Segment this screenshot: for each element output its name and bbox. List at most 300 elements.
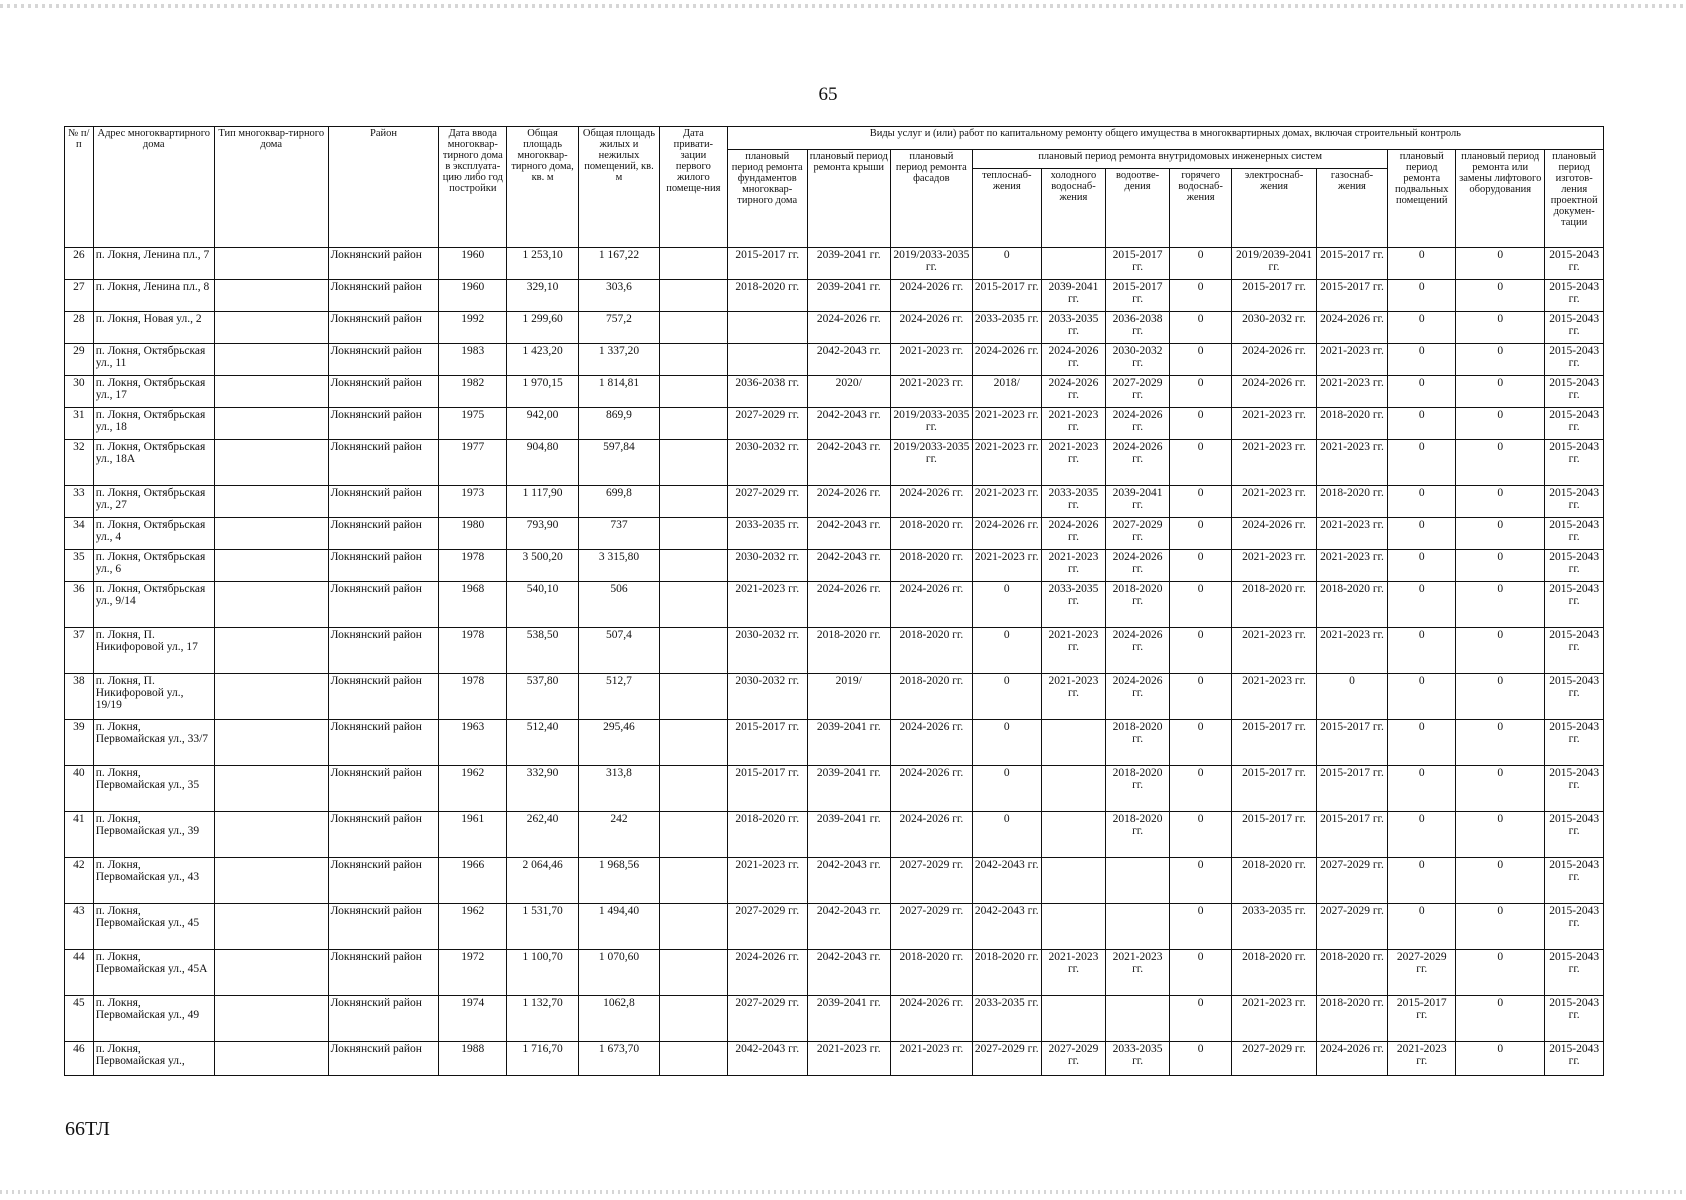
cell-project-period: 2015-2043 гг. (1545, 904, 1604, 950)
cell-heat-period: 0 (972, 812, 1041, 858)
cell-row-number: 43 (65, 904, 94, 950)
cell-living-area: 737 (578, 518, 659, 550)
table-row (65, 582, 1604, 628)
cell-cold-water-period: 2027-2029 гг. (1041, 1042, 1106, 1076)
cell-address: п. Локня, Первомайская ул., (93, 1042, 214, 1076)
cell-heat-period: 2042-2043 гг. (972, 904, 1041, 950)
cell-privatization-date (660, 950, 728, 996)
cell-roof-period: 2024-2026 гг. (807, 582, 890, 628)
cell-drainage-period: 2024-2026 гг. (1106, 408, 1170, 440)
cell-year-built: 1960 (439, 280, 507, 312)
cell-living-area: 1 968,56 (578, 858, 659, 904)
cell-lift-period: 0 (1456, 518, 1545, 550)
cell-heat-period: 0 (972, 628, 1041, 674)
cell-address: п. Локня, П. Никифоровой ул., 17 (93, 628, 214, 674)
cell-building-type (214, 582, 328, 628)
cell-facade-period: 2021-2023 гг. (890, 1042, 972, 1076)
cell-hot-water-period: 0 (1169, 486, 1232, 518)
cell-building-type (214, 486, 328, 518)
cell-electric-period: 2021-2023 гг. (1232, 486, 1316, 518)
cell-address: п. Локня, Ленина пл., 7 (93, 248, 214, 280)
cell-row-number: 28 (65, 312, 94, 344)
cell-privatization-date (660, 996, 728, 1042)
cell-hot-water-period: 0 (1169, 950, 1232, 996)
cell-cold-water-period: 2033-2035 гг. (1041, 312, 1106, 344)
cell-year-built: 1975 (439, 408, 507, 440)
cell-district: Локнянский район (328, 812, 439, 858)
cell-district: Локнянский район (328, 628, 439, 674)
cell-address: п. Локня, Первомайская ул., 49 (93, 996, 214, 1042)
cell-drainage-period: 2021-2023 гг. (1106, 950, 1170, 996)
cell-heat-period: 2018-2020 гг. (972, 950, 1041, 996)
cell-total-area: 262,40 (507, 812, 579, 858)
header-total-area: Общая площадь многоквар-тирного дома, кв. м (507, 127, 579, 248)
cell-electric-period: 2030-2032 гг. (1232, 312, 1316, 344)
cell-district: Локнянский район (328, 858, 439, 904)
cell-foundation-period (727, 344, 807, 376)
table-row (65, 486, 1604, 518)
cell-roof-period: 2024-2026 гг. (807, 312, 890, 344)
cell-row-number: 31 (65, 408, 94, 440)
cell-facade-period: 2024-2026 гг. (890, 996, 972, 1042)
cell-hot-water-period: 0 (1169, 674, 1232, 720)
table-row (65, 950, 1604, 996)
cell-heat-period: 0 (972, 720, 1041, 766)
cell-living-area: 1 814,81 (578, 376, 659, 408)
cell-privatization-date (660, 376, 728, 408)
cell-address: п. Локня, Первомайская ул., 39 (93, 812, 214, 858)
header-facade: плановый период ремонта фасадов (890, 150, 972, 248)
table-row (65, 344, 1604, 376)
header-services: Виды услуг и (или) работ по капитальному ремонту общего имущества в многоквартирных домах, включая строительный контроль (727, 127, 1603, 150)
cell-district: Локнянский район (328, 950, 439, 996)
cell-district: Локнянский район (328, 248, 439, 280)
cell-lift-period: 0 (1456, 674, 1545, 720)
cell-year-built: 1978 (439, 550, 507, 582)
cell-gas-period: 2024-2026 гг. (1316, 312, 1388, 344)
cell-electric-period: 2024-2026 гг. (1232, 344, 1316, 376)
header-drainage: водоотве-дения (1106, 169, 1170, 248)
cell-project-period: 2015-2043 гг. (1545, 486, 1604, 518)
cell-gas-period: 2024-2026 гг. (1316, 1042, 1388, 1076)
cell-drainage-period: 2024-2026 гг. (1106, 440, 1170, 486)
cell-privatization-date (660, 858, 728, 904)
cell-living-area: 506 (578, 582, 659, 628)
cell-building-type (214, 996, 328, 1042)
cell-living-area: 303,6 (578, 280, 659, 312)
cell-project-period: 2015-2043 гг. (1545, 674, 1604, 720)
cell-project-period: 2015-2043 гг. (1545, 248, 1604, 280)
cell-facade-period: 2024-2026 гг. (890, 486, 972, 518)
cell-basement-period: 0 (1388, 904, 1456, 950)
cell-cold-water-period: 2024-2026 гг. (1041, 344, 1106, 376)
cell-roof-period: 2039-2041 гг. (807, 766, 890, 812)
cell-total-area: 538,50 (507, 628, 579, 674)
cell-facade-period: 2018-2020 гг. (890, 550, 972, 582)
cell-facade-period: 2021-2023 гг. (890, 344, 972, 376)
cell-building-type (214, 280, 328, 312)
cell-cold-water-period: 2033-2035 гг. (1041, 486, 1106, 518)
header-year: Дата ввода многоквар-тирного дома в эксплуата-цию либо год постройки (439, 127, 507, 248)
cell-project-period: 2015-2043 гг. (1545, 408, 1604, 440)
cell-living-area: 1 673,70 (578, 1042, 659, 1076)
cell-heat-period: 0 (972, 248, 1041, 280)
cell-building-type (214, 518, 328, 550)
cell-privatization-date (660, 440, 728, 486)
cell-roof-period: 2039-2041 гг. (807, 996, 890, 1042)
cell-hot-water-period: 0 (1169, 280, 1232, 312)
cell-district: Локнянский район (328, 996, 439, 1042)
cell-address: п. Локня, Первомайская ул., 45А (93, 950, 214, 996)
cell-building-type (214, 628, 328, 674)
cell-gas-period: 2018-2020 гг. (1316, 996, 1388, 1042)
cell-district: Локнянский район (328, 904, 439, 950)
cell-hot-water-period: 0 (1169, 858, 1232, 904)
cell-total-area: 2 064,46 (507, 858, 579, 904)
cell-basement-period: 0 (1388, 582, 1456, 628)
cell-hot-water-period: 0 (1169, 550, 1232, 582)
cell-facade-period: 2019/2033-2035 гг. (890, 408, 972, 440)
cell-gas-period: 2015-2017 гг. (1316, 720, 1388, 766)
cell-privatization-date (660, 518, 728, 550)
cell-facade-period: 2018-2020 гг. (890, 950, 972, 996)
cell-total-area: 942,00 (507, 408, 579, 440)
cell-hot-water-period: 0 (1169, 518, 1232, 550)
cell-privatization-date (660, 904, 728, 950)
cell-total-area: 904,80 (507, 440, 579, 486)
cell-privatization-date (660, 812, 728, 858)
table-body (65, 248, 1604, 1076)
cell-roof-period: 2020/ (807, 376, 890, 408)
cell-drainage-period: 2033-2035 гг. (1106, 1042, 1170, 1076)
cell-drainage-period: 2024-2026 гг. (1106, 674, 1170, 720)
cell-drainage-period: 2018-2020 гг. (1106, 582, 1170, 628)
cell-drainage-period (1106, 904, 1170, 950)
cell-basement-period: 0 (1388, 486, 1456, 518)
cell-living-area: 512,7 (578, 674, 659, 720)
header-basement: плановый период ремонта подвальных помещений (1388, 150, 1456, 248)
cell-drainage-period: 2015-2017 гг. (1106, 248, 1170, 280)
cell-lift-period: 0 (1456, 766, 1545, 812)
cell-total-area: 540,10 (507, 582, 579, 628)
cell-row-number: 30 (65, 376, 94, 408)
cell-cold-water-period (1041, 812, 1106, 858)
header-num: № п/п (65, 127, 94, 248)
cell-foundation-period: 2036-2038 гг. (727, 376, 807, 408)
footer-note: 66ТЛ (65, 1118, 110, 1140)
cell-living-area: 597,84 (578, 440, 659, 486)
cell-foundation-period: 2027-2029 гг. (727, 408, 807, 440)
cell-lift-period: 0 (1456, 582, 1545, 628)
cell-cold-water-period: 2021-2023 гг. (1041, 628, 1106, 674)
cell-facade-period: 2024-2026 гг. (890, 312, 972, 344)
cell-year-built: 1962 (439, 766, 507, 812)
cell-address: п. Локня, Октябрьская ул., 9/14 (93, 582, 214, 628)
cell-gas-period: 0 (1316, 674, 1388, 720)
cell-address: п. Локня, Октябрьская ул., 11 (93, 344, 214, 376)
header-type: Тип многоквар-тирного дома (214, 127, 328, 248)
cell-lift-period: 0 (1456, 950, 1545, 996)
cell-basement-period: 0 (1388, 518, 1456, 550)
cell-cold-water-period: 2033-2035 гг. (1041, 582, 1106, 628)
cell-drainage-period: 2015-2017 гг. (1106, 280, 1170, 312)
cell-address: п. Локня, Первомайская ул., 43 (93, 858, 214, 904)
cell-electric-period: 2021-2023 гг. (1232, 440, 1316, 486)
cell-heat-period: 2024-2026 гг. (972, 518, 1041, 550)
cell-year-built: 1966 (439, 858, 507, 904)
cell-project-period: 2015-2043 гг. (1545, 440, 1604, 486)
cell-roof-period: 2042-2043 гг. (807, 344, 890, 376)
cell-electric-period: 2024-2026 гг. (1232, 376, 1316, 408)
cell-roof-period: 2039-2041 гг. (807, 280, 890, 312)
cell-facade-period: 2024-2026 гг. (890, 812, 972, 858)
cell-foundation-period: 2030-2032 гг. (727, 628, 807, 674)
cell-basement-period: 0 (1388, 344, 1456, 376)
cell-cold-water-period (1041, 766, 1106, 812)
cell-foundation-period: 2027-2029 гг. (727, 996, 807, 1042)
cell-hot-water-period: 0 (1169, 628, 1232, 674)
table-row (65, 674, 1604, 720)
cell-building-type (214, 408, 328, 440)
cell-drainage-period: 2036-2038 гг. (1106, 312, 1170, 344)
cell-privatization-date (660, 248, 728, 280)
cell-electric-period: 2021-2023 гг. (1232, 674, 1316, 720)
cell-building-type (214, 720, 328, 766)
cell-cold-water-period: 2021-2023 гг. (1041, 440, 1106, 486)
cell-roof-period: 2018-2020 гг. (807, 628, 890, 674)
cell-roof-period: 2019/ (807, 674, 890, 720)
cell-lift-period: 0 (1456, 344, 1545, 376)
cell-foundation-period: 2024-2026 гг. (727, 950, 807, 996)
cell-gas-period: 2018-2020 гг. (1316, 408, 1388, 440)
cell-privatization-date (660, 1042, 728, 1076)
cell-hot-water-period: 0 (1169, 996, 1232, 1042)
cell-foundation-period: 2018-2020 гг. (727, 280, 807, 312)
cell-year-built: 1972 (439, 950, 507, 996)
cell-lift-period: 0 (1456, 248, 1545, 280)
table-row (65, 248, 1604, 280)
cell-year-built: 1980 (439, 518, 507, 550)
cell-electric-period: 2018-2020 гг. (1232, 582, 1316, 628)
cell-project-period: 2015-2043 гг. (1545, 344, 1604, 376)
cell-gas-period: 2021-2023 гг. (1316, 376, 1388, 408)
cell-gas-period: 2018-2020 гг. (1316, 582, 1388, 628)
cell-address: п. Локня, Октябрьская ул., 17 (93, 376, 214, 408)
cell-lift-period: 0 (1456, 904, 1545, 950)
table-row (65, 312, 1604, 344)
cell-hot-water-period: 0 (1169, 344, 1232, 376)
cell-facade-period: 2024-2026 гг. (890, 720, 972, 766)
cell-gas-period: 2015-2017 гг. (1316, 280, 1388, 312)
cell-row-number: 35 (65, 550, 94, 582)
table-row (65, 1042, 1604, 1076)
cell-lift-period: 0 (1456, 550, 1545, 582)
cell-year-built: 1961 (439, 812, 507, 858)
cell-foundation-period: 2030-2032 гг. (727, 674, 807, 720)
cell-district: Локнянский район (328, 720, 439, 766)
cell-electric-period: 2021-2023 гг. (1232, 550, 1316, 582)
cell-privatization-date (660, 280, 728, 312)
cell-project-period: 2015-2043 гг. (1545, 280, 1604, 312)
table-row (65, 904, 1604, 950)
cell-heat-period: 2027-2029 гг. (972, 1042, 1041, 1076)
cell-privatization-date (660, 486, 728, 518)
table-row (65, 720, 1604, 766)
cell-year-built: 1992 (439, 312, 507, 344)
cell-gas-period: 2027-2029 гг. (1316, 904, 1388, 950)
cell-row-number: 26 (65, 248, 94, 280)
cell-year-built: 1988 (439, 1042, 507, 1076)
cell-project-period: 2015-2043 гг. (1545, 996, 1604, 1042)
cell-gas-period: 2027-2029 гг. (1316, 858, 1388, 904)
cell-electric-period: 2021-2023 гг. (1232, 408, 1316, 440)
cell-roof-period: 2042-2043 гг. (807, 440, 890, 486)
cell-row-number: 46 (65, 1042, 94, 1076)
cell-basement-period: 0 (1388, 280, 1456, 312)
cell-living-area: 507,4 (578, 628, 659, 674)
header-district: Район (328, 127, 439, 248)
cell-facade-period: 2018-2020 гг. (890, 518, 972, 550)
cell-year-built: 1977 (439, 440, 507, 486)
cell-lift-period: 0 (1456, 486, 1545, 518)
cell-living-area: 295,46 (578, 720, 659, 766)
cell-district: Локнянский район (328, 280, 439, 312)
cell-drainage-period: 2027-2029 гг. (1106, 518, 1170, 550)
header-living-area: Общая площадь жилых и нежилых помещений, кв. м (578, 127, 659, 248)
cell-cold-water-period: 2024-2026 гг. (1041, 376, 1106, 408)
cell-address: п. Локня, Октябрьская ул., 6 (93, 550, 214, 582)
cell-hot-water-period: 0 (1169, 904, 1232, 950)
cell-lift-period: 0 (1456, 996, 1545, 1042)
cell-cold-water-period: 2021-2023 гг. (1041, 674, 1106, 720)
cell-basement-period: 0 (1388, 628, 1456, 674)
cell-cold-water-period: 2021-2023 гг. (1041, 950, 1106, 996)
table-row (65, 812, 1604, 858)
cell-drainage-period: 2018-2020 гг. (1106, 766, 1170, 812)
cell-basement-period: 0 (1388, 858, 1456, 904)
cell-facade-period: 2019/2033-2035 гг. (890, 248, 972, 280)
cell-heat-period: 2042-2043 гг. (972, 858, 1041, 904)
cell-row-number: 29 (65, 344, 94, 376)
header-gas: газоснаб-жения (1316, 169, 1388, 248)
cell-basement-period: 0 (1388, 248, 1456, 280)
cell-year-built: 1963 (439, 720, 507, 766)
header-project: плановый период изготов-ления проектной докумен-тации (1545, 150, 1604, 248)
cell-privatization-date (660, 628, 728, 674)
cell-basement-period: 0 (1388, 550, 1456, 582)
table-row (65, 376, 1604, 408)
cell-cold-water-period: 2021-2023 гг. (1041, 550, 1106, 582)
cell-row-number: 44 (65, 950, 94, 996)
cell-foundation-period: 2021-2023 гг. (727, 858, 807, 904)
table-row (65, 408, 1604, 440)
cell-facade-period: 2027-2029 гг. (890, 904, 972, 950)
cell-row-number: 38 (65, 674, 94, 720)
cell-foundation-period: 2021-2023 гг. (727, 582, 807, 628)
cell-living-area: 1 070,60 (578, 950, 659, 996)
cell-cold-water-period: 2039-2041 гг. (1041, 280, 1106, 312)
cell-project-period: 2015-2043 гг. (1545, 858, 1604, 904)
cell-facade-period: 2019/2033-2035 гг. (890, 440, 972, 486)
cell-total-area: 1 100,70 (507, 950, 579, 996)
cell-drainage-period: 2039-2041 гг. (1106, 486, 1170, 518)
cell-district: Локнянский район (328, 582, 439, 628)
cell-address: п. Локня, Первомайская ул., 45 (93, 904, 214, 950)
cell-foundation-period (727, 312, 807, 344)
cell-district: Локнянский район (328, 440, 439, 486)
cell-heat-period: 0 (972, 674, 1041, 720)
cell-total-area: 537,80 (507, 674, 579, 720)
cell-total-area: 1 132,70 (507, 996, 579, 1042)
cell-facade-period: 2018-2020 гг. (890, 628, 972, 674)
cell-basement-period: 2021-2023 гг. (1388, 1042, 1456, 1076)
cell-project-period: 2015-2043 гг. (1545, 812, 1604, 858)
cell-heat-period: 0 (972, 582, 1041, 628)
cell-building-type (214, 1042, 328, 1076)
cell-lift-period: 0 (1456, 408, 1545, 440)
cell-lift-period: 0 (1456, 280, 1545, 312)
cell-heat-period: 2021-2023 гг. (972, 408, 1041, 440)
cell-hot-water-period: 0 (1169, 312, 1232, 344)
cell-living-area: 1062,8 (578, 996, 659, 1042)
cell-row-number: 37 (65, 628, 94, 674)
cell-row-number: 40 (65, 766, 94, 812)
cell-basement-period: 2027-2029 гг. (1388, 950, 1456, 996)
cell-living-area: 1 494,40 (578, 904, 659, 950)
cell-building-type (214, 812, 328, 858)
cell-total-area: 1 970,15 (507, 376, 579, 408)
cell-year-built: 1968 (439, 582, 507, 628)
cell-facade-period: 2018-2020 гг. (890, 674, 972, 720)
cell-roof-period: 2021-2023 гг. (807, 1042, 890, 1076)
cell-living-area: 1 167,22 (578, 248, 659, 280)
cell-drainage-period: 2018-2020 гг. (1106, 812, 1170, 858)
cell-district: Локнянский район (328, 518, 439, 550)
cell-privatization-date (660, 720, 728, 766)
cell-electric-period: 2018-2020 гг. (1232, 950, 1316, 996)
cell-gas-period: 2021-2023 гг. (1316, 344, 1388, 376)
cell-total-area: 1 117,90 (507, 486, 579, 518)
cell-facade-period: 2021-2023 гг. (890, 376, 972, 408)
header-hot-water: горячего водоснаб-жения (1169, 169, 1232, 248)
table-row (65, 440, 1604, 486)
cell-row-number: 45 (65, 996, 94, 1042)
cell-electric-period: 2024-2026 гг. (1232, 518, 1316, 550)
table-row (65, 518, 1604, 550)
cell-living-area: 869,9 (578, 408, 659, 440)
cell-basement-period: 0 (1388, 408, 1456, 440)
cell-roof-period: 2042-2043 гг. (807, 858, 890, 904)
cell-drainage-period: 2024-2026 гг. (1106, 628, 1170, 674)
cell-electric-period: 2015-2017 гг. (1232, 812, 1316, 858)
cell-foundation-period: 2033-2035 гг. (727, 518, 807, 550)
cell-total-area: 332,90 (507, 766, 579, 812)
cell-basement-period: 0 (1388, 312, 1456, 344)
cell-lift-period: 0 (1456, 440, 1545, 486)
cell-roof-period: 2042-2043 гг. (807, 518, 890, 550)
cell-drainage-period: 2024-2026 гг. (1106, 550, 1170, 582)
cell-basement-period: 2015-2017 гг. (1388, 996, 1456, 1042)
cell-lift-period: 0 (1456, 376, 1545, 408)
cell-building-type (214, 248, 328, 280)
cell-foundation-period: 2030-2032 гг. (727, 550, 807, 582)
cell-heat-period: 2021-2023 гг. (972, 550, 1041, 582)
cell-year-built: 1983 (439, 344, 507, 376)
cell-drainage-period: 2030-2032 гг. (1106, 344, 1170, 376)
cell-project-period: 2015-2043 гг. (1545, 1042, 1604, 1076)
cell-row-number: 33 (65, 486, 94, 518)
cell-roof-period: 2039-2041 гг. (807, 248, 890, 280)
